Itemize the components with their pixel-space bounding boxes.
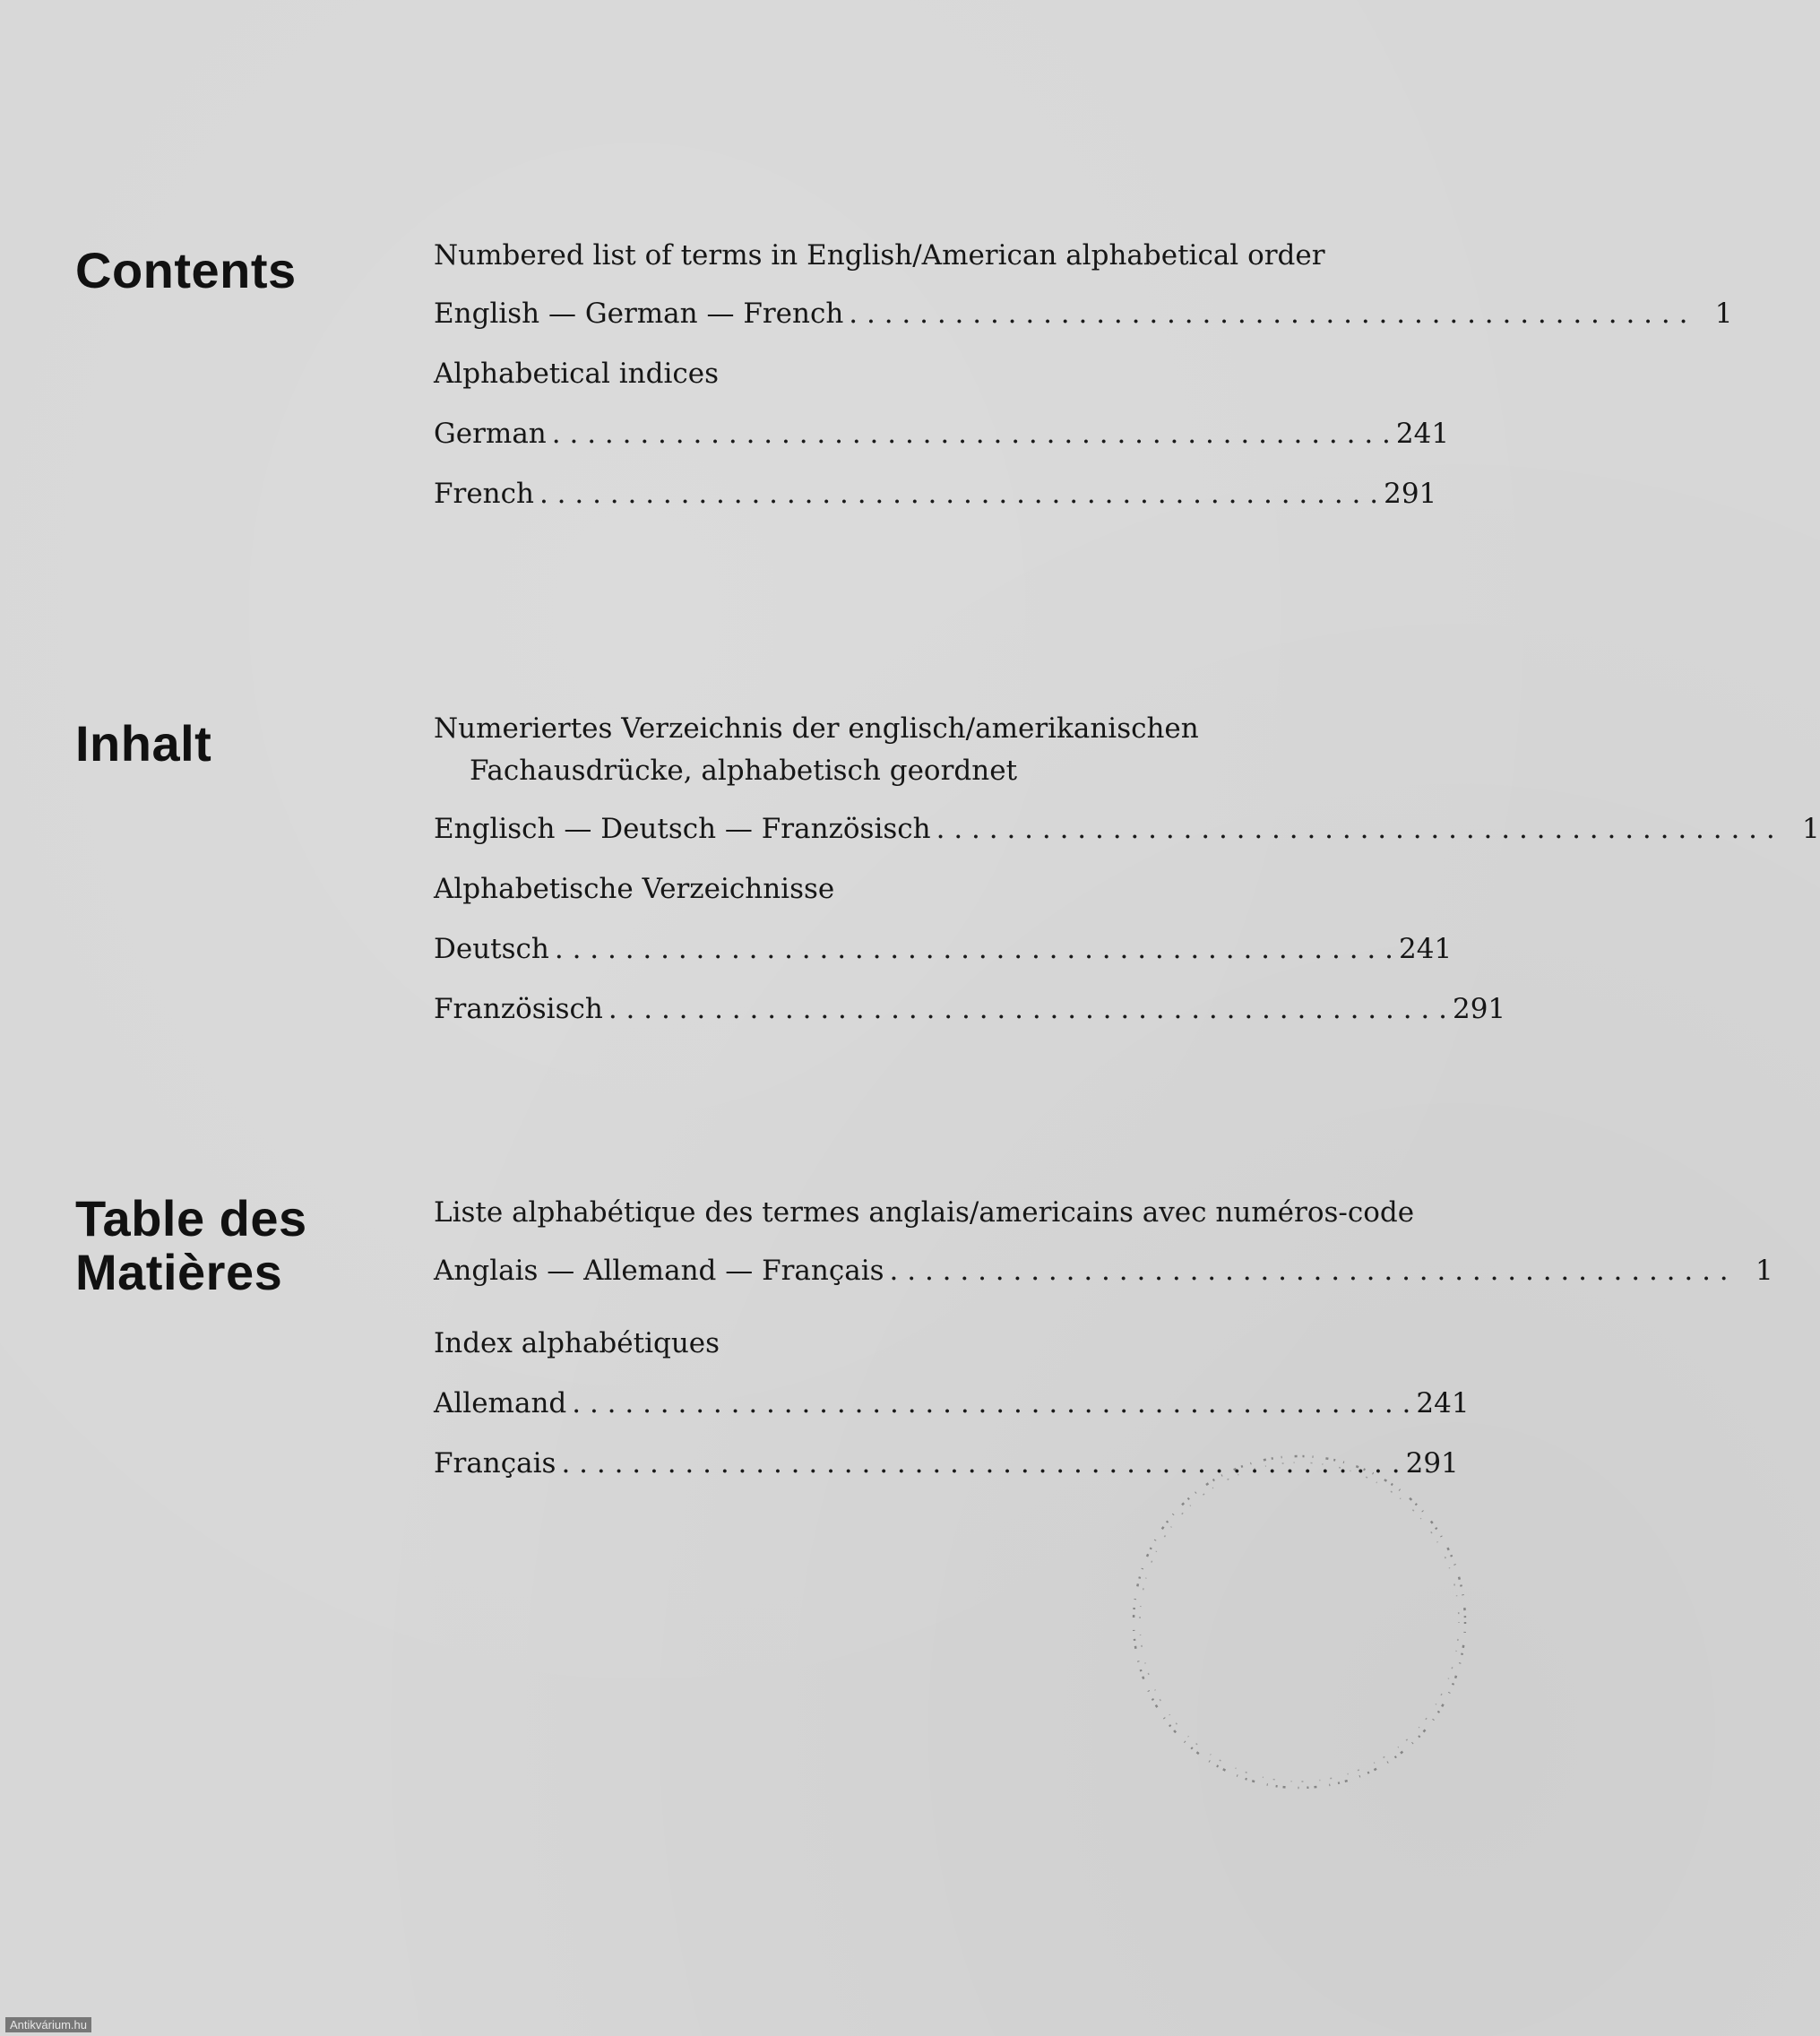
toc-leader-dots: . . . . . . . . . . . . . . . . . . . . . . . . . . . . . . . . . . . . . . . . . . . . . . . . (608, 993, 1447, 1025)
toc-page-number: 291 (1384, 478, 1437, 510)
heading-line: Contents (75, 242, 297, 298)
faded-stamp-mark (1111, 1434, 1488, 1810)
toc-label: Deutsch (434, 933, 549, 965)
site-watermark: Antikvárium.hu (5, 2017, 91, 2032)
toc-row (434, 808, 1820, 850)
toc-row (434, 293, 1733, 335)
toc-entries (434, 708, 1820, 1048)
toc-row (434, 413, 1450, 455)
toc-label: Englisch — Deutsch — Französisch (434, 813, 931, 845)
toc-leader-dots: . . . . . . . . . . . . . . . . . . . . . . . . . . . . . . . . . . . . . . . . . . . . . . . . (936, 813, 1775, 845)
toc-label: Allemand (434, 1387, 567, 1419)
toc-page-number: 1 (1802, 813, 1820, 845)
toc-leader-dots: . . . . . . . . . . . . . . . . . . . . . . . . . . . . . . . . . . . . . . . . . . . . . . . . (554, 933, 1393, 965)
toc-row (434, 1250, 1773, 1292)
toc-page-number: 241 (1399, 933, 1453, 965)
section-heading (75, 244, 297, 298)
toc-row (434, 928, 1453, 971)
toc-page-number: 1 (1714, 298, 1733, 330)
section-heading (75, 1192, 307, 1299)
toc-leader-dots: . . . . . . . . . . . . . . . . . . . . . . . . . . . . . . . . . . . . . . . . . . . . . . . . (889, 1255, 1729, 1287)
toc-page-number: 291 (1405, 1447, 1459, 1480)
toc-intro: Numbered list of terms in English/American alphabetical order (434, 239, 1325, 272)
section-heading (75, 717, 211, 771)
toc-intro: Numeriertes Verzeichnis der englisch/amerikanischen Fachausdrücke, alphabetisch geordnet (434, 712, 1199, 787)
heading-line: Table des (75, 1190, 307, 1247)
heading-line: Inhalt (75, 715, 212, 772)
toc-label: French (434, 478, 534, 510)
toc-page-number: 291 (1452, 993, 1506, 1025)
toc-subhead: Alphabetical indices (434, 358, 720, 390)
toc-label: English — German — French (434, 298, 844, 330)
toc-page-number: 1 (1755, 1255, 1773, 1287)
toc-subhead: Alphabetische Verzeichnisse (434, 873, 835, 905)
toc-subhead: Index alphabétiques (434, 1327, 720, 1359)
toc-row (434, 988, 1506, 1031)
heading-line: Matières (75, 1244, 283, 1300)
toc-leader-dots: . . . . . . . . . . . . . . . . . . . . . . . . . . . . . . . . . . . . . . . . . . . . . . . . (572, 1387, 1411, 1419)
toc-page-number: 241 (1416, 1387, 1470, 1419)
toc-leader-dots: . . . . . . . . . . . . . . . . . . . . . . . . . . . . . . . . . . . . . . . . . . . . . . . . (561, 1447, 1401, 1480)
toc-label: Français (434, 1447, 556, 1480)
toc-page-number: 241 (1395, 418, 1450, 450)
toc-leader-dots: . . . . . . . . . . . . . . . . . . . . . . . . . . . . . . . . . . . . . . . . . . . . . . . . (849, 298, 1688, 330)
toc-row (434, 473, 1437, 515)
toc-entries (434, 235, 1733, 533)
toc-leader-dots: . . . . . . . . . . . . . . . . . . . . . . . . . . . . . . . . . . . . . . . . . . . . . . . . (551, 418, 1391, 450)
toc-row (434, 1383, 1470, 1425)
toc-leader-dots: . . . . . . . . . . . . . . . . . . . . . . . . . . . . . . . . . . . . . . . . . . . . . . . . (539, 478, 1379, 510)
toc-label: German (434, 418, 547, 450)
toc-intro: Liste alphabétique des termes anglais/americains avec numéros-code (434, 1196, 1415, 1229)
toc-label: Französisch (434, 993, 603, 1025)
toc-label: Anglais — Allemand — Français (434, 1255, 884, 1287)
